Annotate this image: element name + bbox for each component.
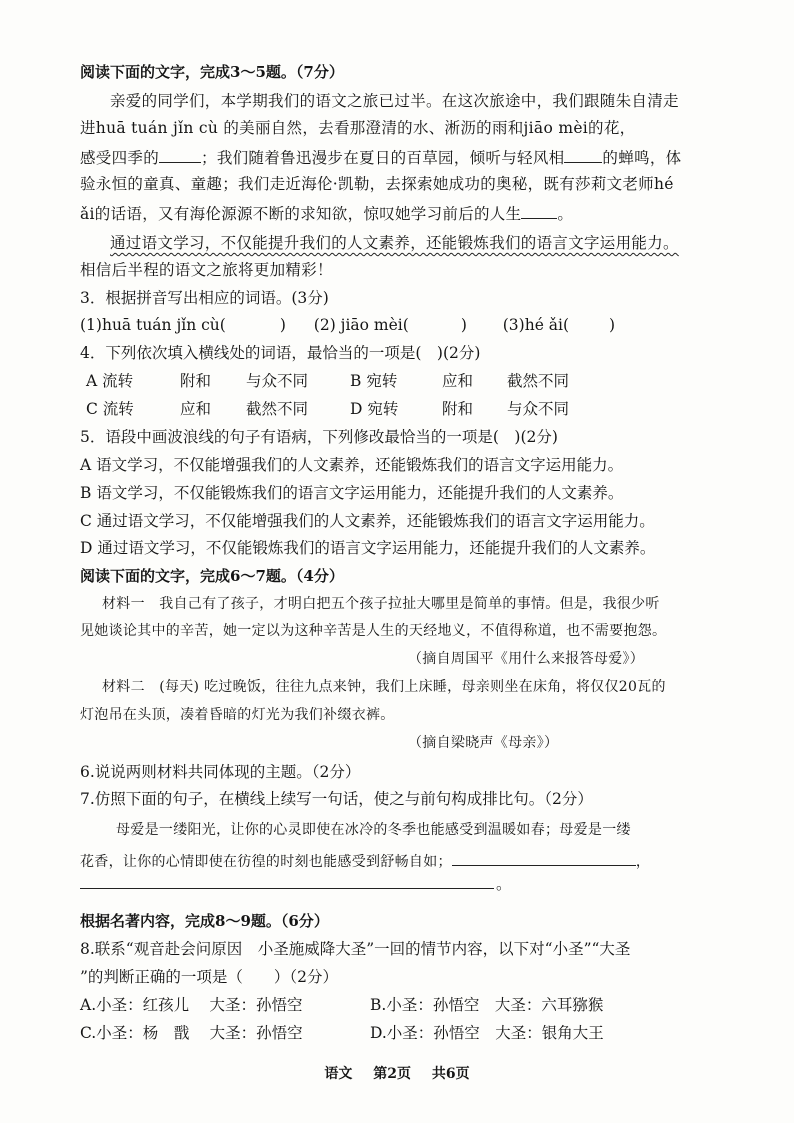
material1-line1: 材料一 我自己有了孩子，才明白把五个孩子拉扯大哪里是简单的事情。但是，我很少听	[102, 596, 660, 612]
section-instruction-8-9: 根据名著内容，完成8～9题。（6分）	[80, 912, 329, 930]
question-8-stem-line2: ”的判断正确的一项是（ ）（2分）	[80, 968, 339, 986]
passage1-line3	[80, 146, 681, 168]
material2-line2: 灯泡吊在头顶，凑着昏暗的灯光为我们补缀衣裤。	[80, 707, 395, 723]
question-6-stem: 6.说说两则材料共同体现的主题。（2分）	[80, 763, 361, 781]
q7-comma: ，	[635, 854, 651, 870]
q4-option-D-word1[interactable]: D 宛转	[350, 400, 399, 418]
passage1-line1: 亲爱的同学们，本学期我们的语文之旅已过半。在这次旅途中，我们跟随朱自清走	[110, 92, 679, 110]
question-3-stem: 3．根据拼音写出相应的词语。(3分)	[80, 289, 329, 307]
q7-answer-blank-1[interactable]	[452, 849, 636, 866]
q7-period: 。	[496, 875, 512, 893]
q4-option-C-word3: 截然不同	[246, 400, 309, 418]
q4-option-B-word1[interactable]: B 宛转	[350, 372, 398, 390]
q4-option-C-word2: 应和	[180, 400, 212, 418]
wavy-underlined-sentence: 通过语文学习，不仅能提升我们的人文素养，还能锻炼我们的语言文字运用能力。	[110, 234, 679, 252]
page-footer	[0, 1063, 794, 1083]
section-instruction-6-7: 阅读下面的文字，完成6～7题。（4分）	[80, 567, 344, 585]
question-4-stem: 4．下列依次填入横线处的词语，最恰当的一项是( )(2分)	[80, 344, 481, 362]
q3-close-3: )	[609, 316, 616, 334]
footer-subject: 语文	[324, 1066, 353, 1082]
footer-total-pages: 共6页	[431, 1066, 470, 1082]
q8-option-A[interactable]: A.小圣：红孩儿 大圣：孙悟空	[80, 996, 303, 1014]
passage1-line3-part2: ；我们随着鲁迅漫步在夏日的百草园，倾听与轻风相	[201, 149, 565, 167]
q4-option-C-word1[interactable]: C 流转	[86, 400, 134, 418]
passage1-line5-part1: ǎi的话语，又有海伦源源不断的求知欲，惊叹她学习前后的人生	[80, 205, 522, 223]
q5-option-C[interactable]: C 通过语文学习，不仅能增强我们的人文素养，还能锻炼我们的语言文字运用能力。	[80, 512, 655, 530]
material2-source: （摘自梁晓声《母亲》）	[408, 735, 559, 751]
material1-line2: 见她谈论其中的辛苦，她一定以为这种辛苦是人生的天经地义，不值得称道，也不需要抱怨。	[80, 623, 667, 639]
q8-option-C[interactable]: C.小圣：杨 戬 大圣：孙悟空	[80, 1024, 303, 1042]
q8-option-D[interactable]: D.小圣：孙悟空 大圣：银角大王	[370, 1024, 604, 1042]
answer-blank-3[interactable]	[521, 202, 557, 219]
passage1-line3-part3: 的蝉鸣，体	[602, 149, 682, 167]
material2-line1: 材料二 (每天) 吃过晚饭，往往九点来钟，我们上床睡，母亲则坐在床角，将仅仅20瓦的	[102, 679, 666, 695]
q4-option-D-word3: 与众不同	[507, 400, 570, 418]
q3-item-2: (2) jiāo mèi(	[313, 316, 409, 334]
q7-sentence-line2-text: 花香，让你的心情即使在彷徨的时刻也能感受到舒畅自如；	[80, 854, 452, 870]
q4-option-A-word3: 与众不同	[246, 372, 309, 390]
q7-answer-blank-2[interactable]	[80, 888, 494, 889]
question-7-stem: 7.仿照下面的句子，在横线上续写一句话，使之与前句构成排比句。（2分）	[80, 790, 593, 808]
q3-item-1: (1)huā tuán jǐn cù(	[80, 316, 226, 334]
passage1-line5	[80, 202, 573, 224]
section-instruction-3-5: 阅读下面的文字，完成3～5题。（7分）	[80, 63, 344, 81]
passage2-line2: 相信后半程的语文之旅将更加精彩！	[80, 261, 333, 279]
passage2-line1	[80, 233, 679, 253]
question-5-stem: 5．语段中画波浪线的句子有语病，下列修改最恰当的一项是( )(2分)	[80, 428, 558, 446]
answer-blank-2[interactable]	[564, 146, 602, 163]
q5-option-B[interactable]: B 语文学习，不仅能锻炼我们的语言文字运用能力，还能提升我们的人文素养。	[80, 484, 624, 502]
q4-option-B-word3: 截然不同	[507, 372, 570, 390]
q7-sentence-line2	[80, 849, 650, 872]
question-3-items	[80, 315, 615, 335]
passage1-line2: 进huā tuán jǐn cù 的美丽自然，去看那澄清的水、淅沥的雨和jiāo mèi的花，	[80, 119, 636, 137]
q5-option-D[interactable]: D 通过语文学习，不仅能锻炼我们的语言文字运用能力，还能提升我们的人文素养。	[80, 539, 656, 557]
q5-option-A[interactable]: A 语文学习，不仅能增强我们的人文素养，还能锻炼我们的语言文字运用能力。	[80, 456, 624, 474]
question-8-stem-line1: 8.联系“观音赴会问原因 小圣施威降大圣”一回的情节内容，以下对“小圣”“大圣	[80, 940, 631, 958]
q4-option-A-word1[interactable]: A 流转	[86, 372, 134, 390]
passage1-line3-part1: 感受四季的	[80, 149, 160, 167]
q8-option-B[interactable]: B.小圣：孙悟空 大圣：六耳猕猴	[370, 996, 604, 1014]
q3-close-2: )	[460, 316, 467, 334]
q3-item-3: (3)hé ǎi(	[502, 316, 570, 334]
passage1-line4: 验永恒的童真、童趣；我们走近海伦·凯勒，去探索她成功的奥秘，既有莎莉文老师hé	[80, 175, 674, 193]
footer-page-number: 第2页	[373, 1066, 411, 1082]
material1-source: （摘自周国平《用什么来报答母爱》）	[408, 651, 645, 667]
q4-option-D-word2: 附和	[442, 400, 474, 418]
answer-blank-1[interactable]	[159, 146, 201, 163]
passage1-line5-part2: 。	[557, 205, 574, 223]
q7-sentence-line1: 母爱是一缕阳光，让你的心灵即使在冰冷的冬季也能感受到温暖如春；母爱是一缕	[116, 822, 631, 838]
q3-close-1: )	[279, 316, 286, 334]
q4-option-B-word2: 应和	[442, 372, 474, 390]
q4-option-A-word2: 附和	[180, 372, 212, 390]
